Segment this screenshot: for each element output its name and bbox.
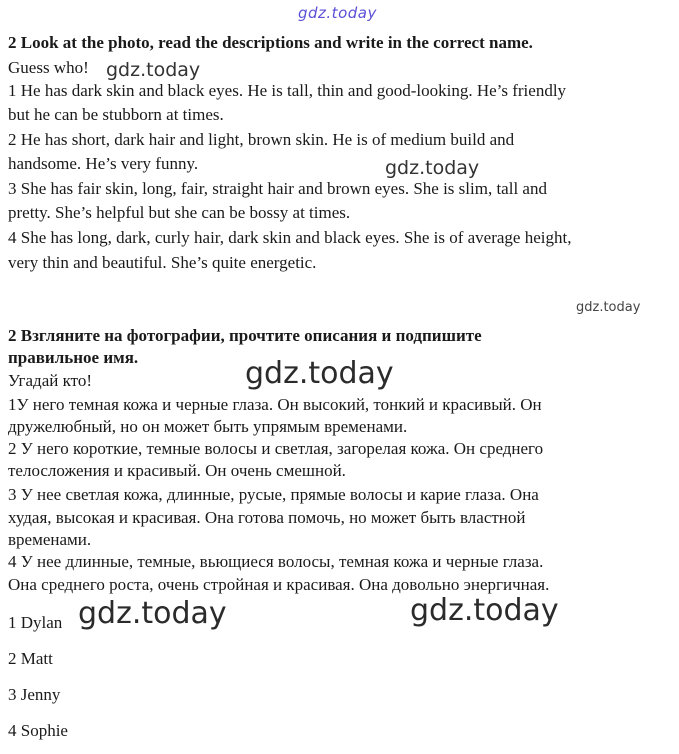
watermark-answer-right: gdz.today bbox=[410, 593, 559, 628]
russian-line-8: 4 У нее длинные, темные, вьющиеся волосы, темная кожа и черные глаза. bbox=[8, 552, 544, 571]
english-line-7: 4 She has long, dark, curly hair, dark skin and black eyes. She is of average height, bbox=[8, 228, 572, 247]
english-line-8: very thin and beautiful. She’s quite energetic. bbox=[8, 253, 317, 272]
answer-4: 4 Sophie bbox=[8, 721, 68, 740]
english-line-6: pretty. She’s helpful but she can be bossy at times. bbox=[8, 203, 351, 222]
watermark-right-small: gdz.today bbox=[576, 300, 641, 315]
russian-line-5: 3 У нее светлая кожа, длинные, русые, прямые волосы и карие глаза. Она bbox=[8, 485, 539, 504]
english-line-2: but he can be stubborn at times. bbox=[8, 105, 224, 124]
watermark-mid-english: gdz.today bbox=[385, 157, 480, 179]
english-line-1: 1 He has dark skin and black eyes. He is tall, thin and good-looking. He’s friendly bbox=[8, 81, 567, 100]
watermark-answer-left: gdz.today bbox=[78, 596, 227, 631]
russian-line-9: Она среднего роста, очень стройная и красивая. Она довольно энергичная. bbox=[8, 575, 550, 594]
answer-2: 2 Matt bbox=[8, 649, 53, 668]
russian-line-7: временами. bbox=[8, 530, 92, 549]
english-line-4: handsome. He’s very funny. bbox=[8, 154, 199, 173]
russian-line-1: 1У него темная кожа и черные глаза. Он высокий, тонкий и красивый. Он bbox=[8, 395, 542, 414]
russian-heading-line-1: 2 Взгляните на фотографии, прочтите описания и подпишите bbox=[8, 326, 482, 345]
english-line-3: 2 He has short, dark hair and light, brown skin. He is of medium build and bbox=[8, 130, 515, 149]
english-heading: 2 Look at the photo, read the descriptions and write in the correct name. bbox=[8, 33, 533, 52]
russian-line-2: дружелюбный, но он может быть упрямым временами. bbox=[8, 417, 408, 436]
russian-subheading: Угадай кто! bbox=[8, 371, 93, 390]
watermark-top: gdz.today bbox=[298, 4, 377, 22]
english-line-5: 3 She has fair skin, long, fair, straight hair and brown eyes. She is slim, tall and bbox=[8, 179, 547, 198]
russian-line-3: 2 У него короткие, темные волосы и светлая, загорелая кожа. Он среднего bbox=[8, 439, 544, 458]
russian-line-4: телосложения и красивый. Он очень смешной. bbox=[8, 461, 346, 480]
english-subheading: Guess who! bbox=[8, 58, 89, 77]
russian-line-6: худая, высокая и красивая. Она готова помочь, но может быть властной bbox=[8, 508, 526, 527]
answer-1: 1 Dylan bbox=[8, 613, 63, 632]
watermark-russian-large: gdz.today bbox=[245, 356, 394, 391]
watermark-guess: gdz.today bbox=[106, 59, 201, 81]
russian-heading-line-2: правильное имя. bbox=[8, 348, 139, 367]
answer-3: 3 Jenny bbox=[8, 685, 61, 704]
